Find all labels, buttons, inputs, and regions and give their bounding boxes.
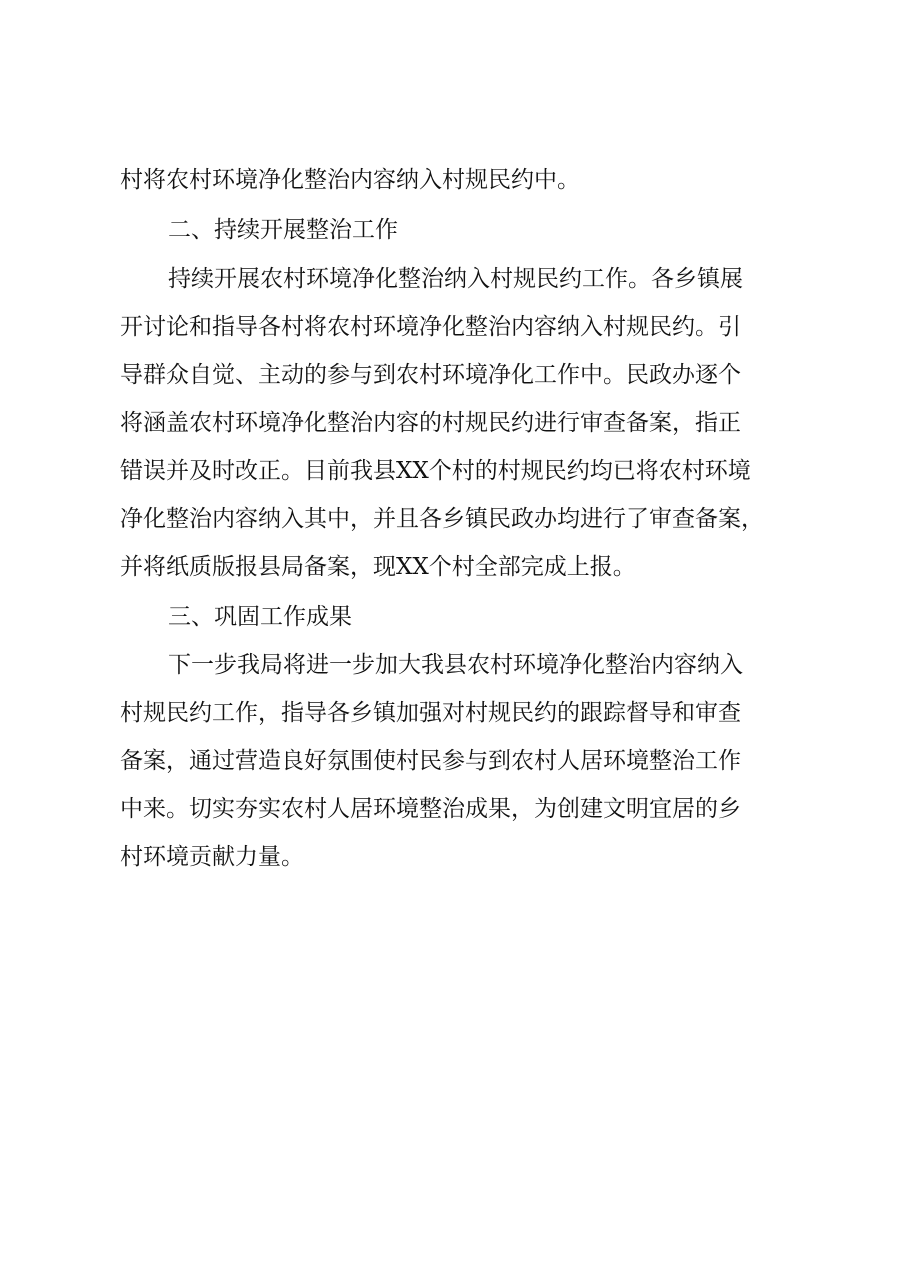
paragraph-line: 将涵盖农村环境净化整治内容的村规民约进行审查备案，指正 — [120, 410, 741, 436]
paragraph-line: 并将纸质版报县局备案，现XX个村全部完成上报。 — [120, 554, 636, 580]
paragraph-line: 村将农村环境净化整治内容纳入村规民约中。 — [120, 167, 580, 193]
paragraph-line: 持续开展农村环境净化整治纳入村规民约工作。各乡镇展 — [168, 266, 743, 292]
section-heading: 二、持续开展整治工作 — [168, 217, 398, 243]
paragraph-line: 下一步我局将进一步加大我县农村环境净化整治内容纳入 — [168, 652, 743, 678]
paragraph-line: 村环境贡献力量。 — [120, 844, 304, 870]
paragraph-line: 错误并及时改正。目前我县XX个村的村规民约均已将农村环境 — [120, 458, 751, 484]
paragraph-line: 净化整治内容纳入其中，并且各乡镇民政办均进行了审查备案， — [120, 506, 764, 532]
paragraph-line: 村规民约工作，指导各乡镇加强对村规民约的跟踪督导和审查 — [120, 700, 741, 726]
paragraph-line: 备案，通过营造良好氛围使村民参与到农村人居环境整治工作 — [120, 748, 741, 774]
paragraph-line: 中来。切实夯实农村人居环境整治成果，为创建文明宜居的乡 — [120, 796, 741, 822]
section-heading: 三、巩固工作成果 — [168, 604, 352, 630]
paragraph-line: 开讨论和指导各村将农村环境净化整治内容纳入村规民约。引 — [120, 314, 741, 340]
paragraph-line: 导群众自觉、主动的参与到农村环境净化工作中。民政办逐个 — [120, 362, 741, 388]
